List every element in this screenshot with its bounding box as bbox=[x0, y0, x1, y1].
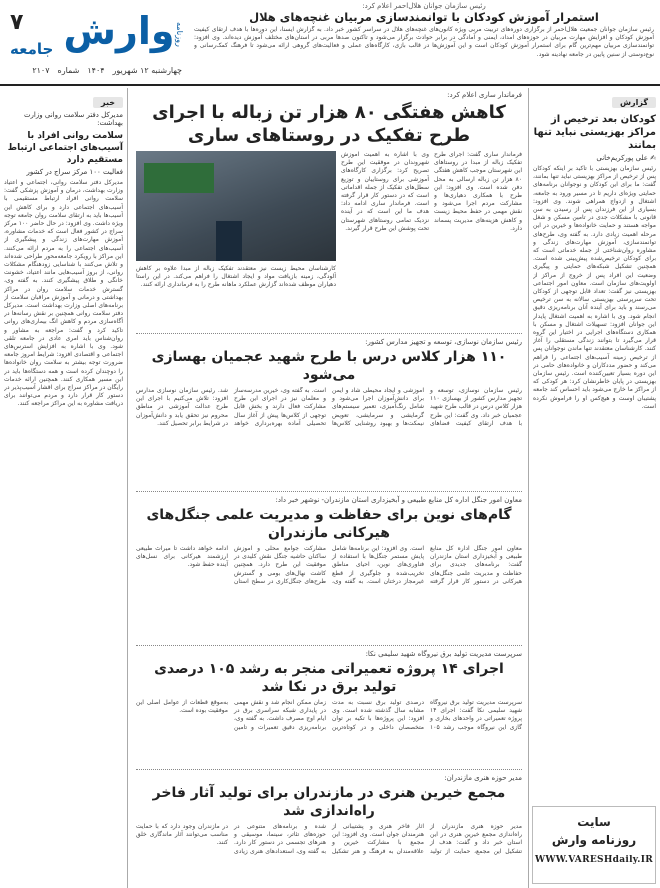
issue-year: ۱۴۰۴ bbox=[87, 66, 105, 75]
story4-kicker: سرپرست مدیریت تولید برق نیروگاه شهید سلیمی نکا: bbox=[365, 650, 522, 658]
story5-kicker: مدیر حوزه هنری مازندران: bbox=[444, 774, 522, 782]
news-title: سلامت روانی افراد با آسیب‌های اجتماعی ارتباط مستقیم دارد bbox=[7, 131, 123, 165]
top-story-body: رئیس سازمان جوانان جمعیت هلال‌احمر از برگزاری دوره‌های تربیت مربی ویژه کانون‌های غنچه‌های هلال در سراسر کشور خبر داد. به گزارش ایسنا، این دوره‌ها با هدف ارتقای کیفیت آموزش کودکان و افزایش مهارت مربیان در حوزه‌های امداد، ایمنی و آمادگی در برابر حوادث برگزار می‌شود و تاکنون صدها مربی در استان‌های مختلف آموزش دیده‌اند. وی افزود: توانمندسازی مربیان مهم‌ترین گام برای استمرار آموزش کودکان است و این آموزش‌ها در قالب بازی، کارگاه‌های عملی و فعالیت‌های گروهی ارائه می‌شود تا فرهنگ کمک‌رسانی و نوع‌دوستی از سنین پایین در جامعه نهادینه شود. bbox=[194, 26, 654, 58]
top-story-kicker: رئیس سازمان جوانان هلال‌احمر اعلام کرد: bbox=[362, 2, 486, 10]
lead-photo-column bbox=[136, 151, 336, 327]
news-column bbox=[0, 88, 128, 888]
story4-body: سرپرست مدیریت تولید برق نیروگاه شهید سلیمی نکا گفت: اجرای ۱۴ پروژه تعمیراتی در واحدهای بخاری و گازی این نیروگاه موجب رشد ۱۰۵ درصدی تولید برق نسبت به مدت مشابه سال گذشته شده است. وی افزود: این پروژه‌ها با تکیه بر توان متخصصان داخلی و در کوتاه‌ترین زمان ممکن انجام شد و نقش مهمی در پایداری شبکه سراسری برق در ایام اوج مصرف داشت. به گفته وی، برنامه‌ریزی دقیق تعمیرات و تامین به‌موقع قطعات از عوامل اصلی این موفقیت بوده است. bbox=[136, 699, 522, 731]
issue-label: شماره bbox=[57, 66, 80, 75]
report-byline: ✍ علی پورکریم‌خانی bbox=[596, 154, 656, 162]
photo-banner bbox=[144, 163, 214, 193]
divider bbox=[136, 491, 522, 492]
masthead bbox=[0, 0, 188, 86]
story5-body: مدیر حوزه هنری مازندران از راه‌اندازی مجمع خیرین هنری در این استان خبر داد و گفت: هدف از تشکیل این مجمع، حمایت از تولید آثار فاخر هنری و پشتیبانی از هنرمندان جوان است. وی افزود: این مجمع با مشارکت خیرین و علاقه‌مندان به فرهنگ و هنر تشکیل شده و برنامه‌های متنوعی در حوزه‌های تئاتر، سینما، موسیقی و هنرهای تجسمی در دستور کار دارد. به گفته وی، استعدادهای هنری زیادی در مازندران وجود دارد که با حمایت مناسب می‌توانند آثار ماندگاری خلق کنند. bbox=[136, 823, 522, 855]
news-tag: خبر bbox=[93, 97, 123, 108]
report-body: رئیس سازمان بهزیستی با تاکید بر اینکه کودکان پس از ترخیص از مراکز بهزیستی نباید تنها بمانند، گفت: ما برای این کودکان و نوجوانان برنامه‌های حمایتی ویژه‌ای داریم تا در مسیر ورود به جامعه، اشتغال و ازدواج همراهی شوند. وی افزود: بسیاری از این فرزندان پس از رسیدن به سن قانونی با مشکلات جدی در تامین مسکن و شغل مواجه هستند و حمایت خانواده‌ها و خیرین در این مرحله اهمیت زیادی دارد. به گفته وی، طرح‌های توانمندسازی، آموزش مهارت‌های زندگی و مشاوره روان‌شناختی از جمله خدماتی است که برای کودکان ترخیص‌شده پیش‌بینی شده است. همچنین تشکیل شبکه‌های حمایتی و پیگیری وضعیت این افراد پس از خروج از مراکز از اولویت‌های سازمان است. معاون امور اجتماعی بهزیستی نیز گفت: تعداد قابل توجهی از کودکان تحت سرپرستی بهزیستی سالانه به سن ترخیص می‌رسند و باید برای آینده آنان برنامه‌ریزی دقیق انجام شود. وی با اشاره به اهمیت اشتغال پایدار این جوانان افزود: تسهیلات اشتغال و مسکن با همکاری دستگاه‌های اجرایی در اختیار این گروه قرار می‌گیرد تا بتوانند زندگی مستقلی را آغاز کنند. کارشناسان معتقدند تنها ماندن نوجوانان پس از ترخیص زمینه آسیب‌های اجتماعی را فراهم می‌کند و حضور مددکاران و خانواده‌های حامی در این دوره بسیار تعیین‌کننده است. رئیس سازمان بهزیستی در پایان خاطرنشان کرد: هر کودکی که از مراکز ما خارج می‌شود باید احساس کند جامعه پشتیبان اوست و هیچ‌کس او را فراموش نکرده است. bbox=[533, 165, 656, 410]
lead-body-col-3: کارشناسان محیط زیست نیز معتقدند تفکیک زباله از مبدا علاوه بر کاهش آلودگی، زمینه بازیافت مواد و ایجاد اشتغال را فراهم می‌کند. در این راستا دهیاران موظف شده‌اند گزارش عملکرد ماهانه طرح را به فرمانداری ارائه کنند. bbox=[136, 265, 336, 289]
issue-date: چهارشنبه ۱۲ شهریور bbox=[112, 66, 182, 75]
issue-line bbox=[12, 66, 182, 75]
website-box bbox=[532, 806, 656, 884]
story3-headline: گام‌های نوین برای حفاظت و مدیریت علمی جنگل‌های هیرکانی مازندران bbox=[146, 507, 512, 541]
newspaper-logo bbox=[58, 4, 180, 56]
top-story bbox=[188, 0, 660, 86]
report-title: کودکان بعد ترخیص از مراکز بهزیستی نباید تنها بمانند bbox=[533, 114, 656, 151]
lead-photo bbox=[136, 151, 336, 261]
news-kicker: مدیرکل دفتر سلامت روانی وزارت بهداشت: bbox=[23, 111, 123, 127]
website-box-line1: سایت bbox=[577, 815, 611, 829]
lead-story-body bbox=[130, 149, 528, 329]
divider bbox=[136, 769, 522, 770]
daily-label: روزنامه bbox=[175, 22, 184, 47]
section-name: جامعه bbox=[10, 40, 54, 58]
news-body: مدیرکل دفتر سلامت روانی، اجتماعی و اعتیاد وزارت بهداشت، درمان و آموزش پزشکی گفت: سلامت روانی افراد ارتباط مستقیمی با آسیب‌های اجتماعی دارد و برای کاهش این آسیب‌ها باید به ارتقای سلامت روان جامعه توجه ویژه داشت. وی افزود: در حال حاضر ۱۰۰ مرکز سراج در کشور فعال است که خدمات مشاوره، آموزش مهارت‌های زندگی و پیشگیری از آسیب‌های اجتماعی را به مردم ارائه می‌کنند. این مراکز با رویکرد جامعه‌محور طراحی شده‌اند و تلاش می‌کنند با شناسایی زودهنگام مشکلات روانی، از بروز آسیب‌هایی مانند اعتیاد، خشونت خانگی و طلاق پیشگیری کنند. به گفته وی، گسترش خدمات سلامت روان در مراکز بهداشتی و درمانی و آموزش مراقبان سلامت از برنامه‌های اصلی وزارت بهداشت است. مدیرکل دفتر سلامت روانی همچنین بر نقش رسانه‌ها در آگاه‌سازی مردم و کاهش انگ بیماری‌های روانی تاکید کرد و گفت: مراجعه به مشاور و روان‌شناس باید امری عادی در جامعه تلقی شود. وی با اشاره به افزایش استرس‌های اجتماعی و اقتصادی افزود: شرایط امروز جامعه ضرورت توجه بیشتر به سلامت روان خانواده‌ها را دوچندان کرده است و همه دستگاه‌ها باید در این مسیر همکاری کنند. همچنین ارائه خدمات رایگان در مراکز سراج برای اقشار آسیب‌پذیر در دستور کار قرار دارد و مردم می‌توانند برای دریافت مشاوره به این مراکز مراجعه کنند. bbox=[4, 179, 123, 408]
story3-body: معاون امور جنگل اداره کل منابع طبیعی و آبخیزداری استان مازندران گفت: برنامه‌های جدیدی برای حفاظت و مدیریت علمی جنگل‌های هیرکانی در دستور کار قرار گرفته است. وی افزود: این برنامه‌ها شامل پایش مستمر جنگل‌ها با استفاده از فناوری‌های نوین، احیای مناطق تخریب‌شده و جلوگیری از قطع غیرمجاز درختان است. به گفته وی، مشارکت جوامع محلی و آموزش ساکنان حاشیه جنگل نقش کلیدی در موفقیت این طرح دارد. همچنین کاشت نهال‌های بومی و گسترش طرح‌های جنگل‌کاری در سطح استان ادامه خواهد داشت تا میراث طبیعی ارزشمند هیرکانی برای نسل‌های آینده حفظ شود. bbox=[136, 545, 522, 585]
divider bbox=[136, 333, 522, 334]
story4-headline: اجرای ۱۴ پروژه تعمیراتی منجر به رشد ۱۰۵ درصدی تولید برق در نکا شد bbox=[154, 661, 504, 695]
story3-kicker: معاون امور جنگل اداره کل منابع طبیعی و آبخیزداری استان مازندران- نوشهر خبر داد: bbox=[275, 496, 522, 504]
story2-kicker: رئیس سازمان نوسازی، توسعه و تجهیز مدارس کشور: bbox=[365, 338, 522, 346]
story2-headline: ۱۱۰ هزار کلاس درس با طرح شهید عجمیان بهسازی می‌شود bbox=[151, 349, 507, 383]
report-tag: گزارش bbox=[612, 97, 656, 108]
page-number: ۷ bbox=[10, 10, 24, 35]
lead-headline: کاهش هفتگی ۸۰ هزار تن زباله با اجرای طرح تفکیک در روستاهای ساری bbox=[152, 102, 506, 146]
top-story-headline: استمرار آموزش کودکان با توانمندسازی مربیان غنچه‌های هلال bbox=[249, 10, 599, 24]
lead-body-col-1: فرماندار ساری گفت: اجرای طرح تفکیک زباله از مبدا در روستاهای این شهرستان موجب کاهش هفتگی ۸۰ هزار تن زباله ارسالی به محل دفن شده است. وی افزود: این طرح با همکاری دهیاری‌ها و مشارکت مردم اجرا می‌شود و نقش مهمی در حفظ محیط زیست و کاهش هزینه‌های مدیریت پسماند دارد. bbox=[434, 151, 522, 232]
news-subtitle: فعالیت ۱۰۰ مرکز سراج در کشور bbox=[26, 168, 123, 176]
main-column bbox=[130, 88, 528, 888]
photo-podium bbox=[216, 221, 242, 261]
lead-kicker: فرماندار ساری اعلام کرد: bbox=[447, 91, 522, 99]
issue-number: ۲۱۰۷ bbox=[32, 66, 50, 75]
website-box-line2: روزنامه وارش bbox=[551, 833, 637, 847]
report-column bbox=[528, 88, 660, 888]
lead-body-col-2: وی با اشاره به اهمیت آموزش شهروندان در موفقیت این طرح تصریح کرد: برگزاری کارگاه‌های آموزشی برای روستاییان و توزیع سطل‌های تفکیک از جمله اقداماتی است که در دستور کار قرار گرفته است. فرماندار ساری ادامه داد: هدف ما این است که در آینده نزدیک تمامی روستاهای شهرستان تحت پوشش این طرح قرار گیرند. bbox=[341, 151, 429, 232]
logo-text: وارش bbox=[63, 9, 175, 53]
story2-body: رئیس سازمان نوسازی، توسعه و تجهیز مدارس کشور از بهسازی ۱۱۰ هزار کلاس درس در قالب طرح شهید عجمیان خبر داد. وی گفت: این طرح با هدف ارتقای کیفیت فضاهای آموزشی و ایجاد محیطی شاد و ایمن برای دانش‌آموزان اجرا می‌شود و شامل رنگ‌آمیزی، تعمیر سیستم‌های گرمایشی و سرمایشی، تعویض نیمکت‌ها و بهبود روشنایی کلاس‌ها است. به گفته وی، خیرین مدرسه‌ساز و معلمان نیز در اجرای این طرح مشارکت فعال دارند و بخش قابل توجهی از کلاس‌ها پیش از آغاز سال تحصیلی آماده بهره‌برداری خواهد شد. رئیس سازمان نوسازی مدارس افزود: تلاش می‌کنیم با اجرای این طرح عدالت آموزشی در مناطق محروم نیز تحقق یابد و دانش‌آموزان در شرایط برابر تحصیل کنند. bbox=[136, 387, 522, 427]
story5-headline: مجمع خیرین هنری در مازندران برای تولید آثار فاخر راه‌اندازی شد bbox=[152, 785, 506, 819]
divider bbox=[136, 645, 522, 646]
website-url[interactable]: WWW.VARESHdaily.IR bbox=[534, 855, 654, 865]
